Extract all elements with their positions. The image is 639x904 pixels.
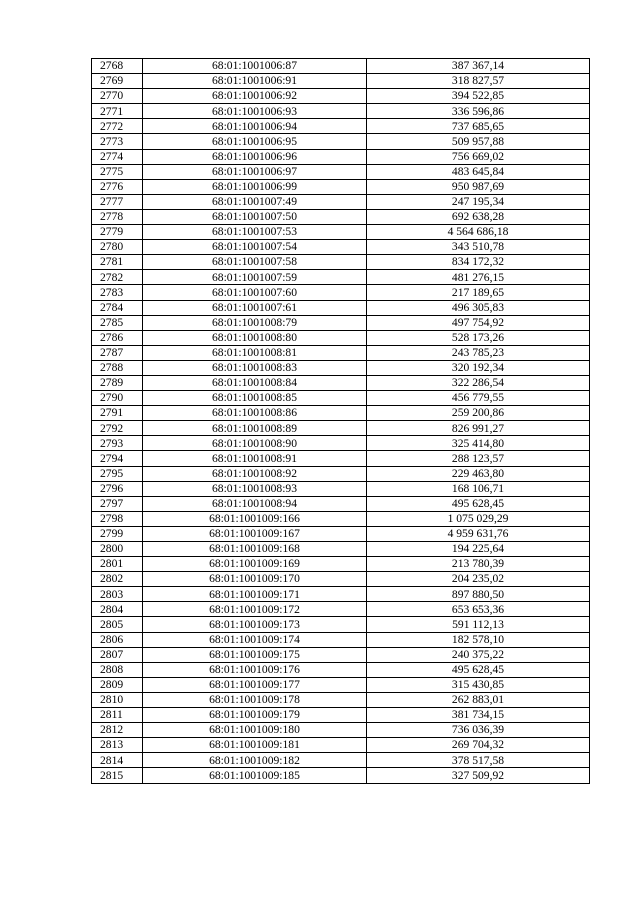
cadastral-value-cell: 168 106,71 bbox=[367, 481, 590, 496]
cadastral-value-cell: 318 827,57 bbox=[367, 74, 590, 89]
table-row bbox=[92, 225, 590, 240]
table-row bbox=[92, 542, 590, 557]
cadastral-value-cell: 259 200,86 bbox=[367, 406, 590, 421]
table-row bbox=[92, 723, 590, 738]
cadastral-value-cell: 483 645,84 bbox=[367, 164, 590, 179]
cadastral-value-cell: 834 172,32 bbox=[367, 255, 590, 270]
table-row bbox=[92, 557, 590, 572]
cadastral-value-cell: 194 225,64 bbox=[367, 542, 590, 557]
cadastral-value-cell: 322 286,54 bbox=[367, 375, 590, 390]
table-row bbox=[92, 617, 590, 632]
row-number-cell: 2779 bbox=[92, 225, 143, 240]
cadastral-value-cell: 1 075 029,29 bbox=[367, 511, 590, 526]
table-row bbox=[92, 602, 590, 617]
cadastral-number-cell: 68:01:1001006:96 bbox=[143, 149, 367, 164]
cadastral-value-cell: 756 669,02 bbox=[367, 149, 590, 164]
table-row bbox=[92, 315, 590, 330]
cadastral-number-cell: 68:01:1001009:173 bbox=[143, 617, 367, 632]
cadastral-value-cell: 591 112,13 bbox=[367, 617, 590, 632]
table-row bbox=[92, 526, 590, 541]
table-body bbox=[92, 59, 590, 784]
cadastral-number-cell: 68:01:1001008:92 bbox=[143, 466, 367, 481]
cadastral-number-cell: 68:01:1001009:180 bbox=[143, 723, 367, 738]
cadastral-number-cell: 68:01:1001006:91 bbox=[143, 74, 367, 89]
cadastral-number-cell: 68:01:1001006:92 bbox=[143, 89, 367, 104]
cadastral-number-cell: 68:01:1001008:93 bbox=[143, 481, 367, 496]
row-number-cell: 2768 bbox=[92, 59, 143, 74]
cadastral-value-cell: 325 414,80 bbox=[367, 436, 590, 451]
table-row bbox=[92, 74, 590, 89]
row-number-cell: 2802 bbox=[92, 572, 143, 587]
table-row bbox=[92, 753, 590, 768]
cadastral-value-cell: 378 517,58 bbox=[367, 753, 590, 768]
cadastral-value-cell: 4 564 686,18 bbox=[367, 225, 590, 240]
cadastral-number-cell: 68:01:1001008:84 bbox=[143, 375, 367, 390]
cadastral-number-cell: 68:01:1001006:97 bbox=[143, 164, 367, 179]
table-row bbox=[92, 662, 590, 677]
table-row bbox=[92, 391, 590, 406]
cadastral-number-cell: 68:01:1001009:174 bbox=[143, 632, 367, 647]
row-number-cell: 2797 bbox=[92, 496, 143, 511]
cadastral-value-cell: 481 276,15 bbox=[367, 270, 590, 285]
table-row bbox=[92, 451, 590, 466]
table-row bbox=[92, 406, 590, 421]
cadastral-number-cell: 68:01:1001009:177 bbox=[143, 677, 367, 692]
row-number-cell: 2775 bbox=[92, 164, 143, 179]
row-number-cell: 2786 bbox=[92, 330, 143, 345]
cadastral-number-cell: 68:01:1001008:90 bbox=[143, 436, 367, 451]
row-number-cell: 2808 bbox=[92, 662, 143, 677]
cadastral-value-cell: 528 173,26 bbox=[367, 330, 590, 345]
row-number-cell: 2801 bbox=[92, 557, 143, 572]
cadastral-number-cell: 68:01:1001009:168 bbox=[143, 542, 367, 557]
cadastral-number-cell: 68:01:1001009:172 bbox=[143, 602, 367, 617]
cadastral-number-cell: 68:01:1001008:85 bbox=[143, 391, 367, 406]
row-number-cell: 2770 bbox=[92, 89, 143, 104]
cadastral-value-cell: 240 375,22 bbox=[367, 647, 590, 662]
table-row bbox=[92, 330, 590, 345]
cadastral-value-cell: 950 987,69 bbox=[367, 179, 590, 194]
table-row bbox=[92, 481, 590, 496]
table-row bbox=[92, 285, 590, 300]
cadastral-value-cell: 327 509,92 bbox=[367, 768, 590, 783]
table-row bbox=[92, 632, 590, 647]
row-number-cell: 2787 bbox=[92, 345, 143, 360]
row-number-cell: 2777 bbox=[92, 194, 143, 209]
cadastral-value-cell: 288 123,57 bbox=[367, 451, 590, 466]
cadastral-value-cell: 826 991,27 bbox=[367, 421, 590, 436]
cadastral-value-cell: 381 734,15 bbox=[367, 708, 590, 723]
cadastral-number-cell: 68:01:1001007:49 bbox=[143, 194, 367, 209]
table-row bbox=[92, 692, 590, 707]
cadastral-value-cell: 243 785,23 bbox=[367, 345, 590, 360]
row-number-cell: 2812 bbox=[92, 723, 143, 738]
cadastral-number-cell: 68:01:1001008:89 bbox=[143, 421, 367, 436]
row-number-cell: 2796 bbox=[92, 481, 143, 496]
cadastral-number-cell: 68:01:1001009:169 bbox=[143, 557, 367, 572]
row-number-cell: 2805 bbox=[92, 617, 143, 632]
table-row bbox=[92, 134, 590, 149]
cadastral-value-cell: 262 883,01 bbox=[367, 692, 590, 707]
cadastral-number-cell: 68:01:1001007:58 bbox=[143, 255, 367, 270]
row-number-cell: 2809 bbox=[92, 677, 143, 692]
cadastral-value-cell: 229 463,80 bbox=[367, 466, 590, 481]
cadastral-number-cell: 68:01:1001007:53 bbox=[143, 225, 367, 240]
row-number-cell: 2792 bbox=[92, 421, 143, 436]
row-number-cell: 2774 bbox=[92, 149, 143, 164]
cadastral-value-cell: 736 036,39 bbox=[367, 723, 590, 738]
table-row bbox=[92, 587, 590, 602]
cadastral-number-cell: 68:01:1001006:87 bbox=[143, 59, 367, 74]
row-number-cell: 2788 bbox=[92, 360, 143, 375]
table-row bbox=[92, 647, 590, 662]
row-number-cell: 2776 bbox=[92, 179, 143, 194]
cadastral-value-cell: 247 195,34 bbox=[367, 194, 590, 209]
row-number-cell: 2794 bbox=[92, 451, 143, 466]
table-row bbox=[92, 375, 590, 390]
cadastral-number-cell: 68:01:1001008:81 bbox=[143, 345, 367, 360]
table-row bbox=[92, 345, 590, 360]
cadastral-number-cell: 68:01:1001007:61 bbox=[143, 300, 367, 315]
table-row bbox=[92, 164, 590, 179]
cadastral-number-cell: 68:01:1001008:86 bbox=[143, 406, 367, 421]
cadastral-number-cell: 68:01:1001008:83 bbox=[143, 360, 367, 375]
row-number-cell: 2795 bbox=[92, 466, 143, 481]
cadastral-number-cell: 68:01:1001009:166 bbox=[143, 511, 367, 526]
table-row bbox=[92, 59, 590, 74]
cadastral-number-cell: 68:01:1001007:60 bbox=[143, 285, 367, 300]
cadastral-number-cell: 68:01:1001008:91 bbox=[143, 451, 367, 466]
cadastral-number-cell: 68:01:1001009:167 bbox=[143, 526, 367, 541]
row-number-cell: 2771 bbox=[92, 104, 143, 119]
table-row bbox=[92, 677, 590, 692]
table-row bbox=[92, 179, 590, 194]
table-row bbox=[92, 149, 590, 164]
table-row bbox=[92, 209, 590, 224]
cadastral-value-cell: 456 779,55 bbox=[367, 391, 590, 406]
cadastral-value-cell: 269 704,32 bbox=[367, 738, 590, 753]
cadastral-value-cell: 509 957,88 bbox=[367, 134, 590, 149]
cadastral-value-cell: 653 653,36 bbox=[367, 602, 590, 617]
table-row bbox=[92, 119, 590, 134]
row-number-cell: 2778 bbox=[92, 209, 143, 224]
row-number-cell: 2814 bbox=[92, 753, 143, 768]
cadastral-value-cell: 496 305,83 bbox=[367, 300, 590, 315]
table-row bbox=[92, 270, 590, 285]
table-row bbox=[92, 466, 590, 481]
cadastral-value-cell: 320 192,34 bbox=[367, 360, 590, 375]
row-number-cell: 2800 bbox=[92, 542, 143, 557]
cadastral-number-cell: 68:01:1001007:50 bbox=[143, 209, 367, 224]
table-row bbox=[92, 421, 590, 436]
row-number-cell: 2815 bbox=[92, 768, 143, 783]
table-row bbox=[92, 360, 590, 375]
cadastral-value-cell: 897 880,50 bbox=[367, 587, 590, 602]
row-number-cell: 2782 bbox=[92, 270, 143, 285]
cadastral-number-cell: 68:01:1001008:79 bbox=[143, 315, 367, 330]
row-number-cell: 2784 bbox=[92, 300, 143, 315]
cadastral-value-cell: 495 628,45 bbox=[367, 496, 590, 511]
cadastral-number-cell: 68:01:1001009:175 bbox=[143, 647, 367, 662]
cadastral-value-cell: 394 522,85 bbox=[367, 89, 590, 104]
row-number-cell: 2798 bbox=[92, 511, 143, 526]
cadastral-number-cell: 68:01:1001006:94 bbox=[143, 119, 367, 134]
cadastral-value-cell: 213 780,39 bbox=[367, 557, 590, 572]
row-number-cell: 2789 bbox=[92, 375, 143, 390]
cadastral-number-cell: 68:01:1001006:93 bbox=[143, 104, 367, 119]
row-number-cell: 2799 bbox=[92, 526, 143, 541]
cadastral-value-cell: 217 189,65 bbox=[367, 285, 590, 300]
cadastral-value-cell: 343 510,78 bbox=[367, 240, 590, 255]
table-row bbox=[92, 255, 590, 270]
cadastral-value-table bbox=[91, 58, 590, 784]
cadastral-number-cell: 68:01:1001008:80 bbox=[143, 330, 367, 345]
cadastral-number-cell: 68:01:1001009:176 bbox=[143, 662, 367, 677]
cadastral-number-cell: 68:01:1001009:179 bbox=[143, 708, 367, 723]
cadastral-number-cell: 68:01:1001006:99 bbox=[143, 179, 367, 194]
table-row bbox=[92, 240, 590, 255]
table-row bbox=[92, 511, 590, 526]
row-number-cell: 2772 bbox=[92, 119, 143, 134]
cadastral-number-cell: 68:01:1001007:59 bbox=[143, 270, 367, 285]
cadastral-number-cell: 68:01:1001009:185 bbox=[143, 768, 367, 783]
table-row bbox=[92, 104, 590, 119]
cadastral-value-cell: 387 367,14 bbox=[367, 59, 590, 74]
row-number-cell: 2811 bbox=[92, 708, 143, 723]
table-row bbox=[92, 436, 590, 451]
table-row bbox=[92, 768, 590, 783]
cadastral-value-cell: 692 638,28 bbox=[367, 209, 590, 224]
row-number-cell: 2773 bbox=[92, 134, 143, 149]
cadastral-value-cell: 737 685,65 bbox=[367, 119, 590, 134]
cadastral-value-cell: 495 628,45 bbox=[367, 662, 590, 677]
cadastral-number-cell: 68:01:1001009:170 bbox=[143, 572, 367, 587]
row-number-cell: 2793 bbox=[92, 436, 143, 451]
row-number-cell: 2803 bbox=[92, 587, 143, 602]
row-number-cell: 2781 bbox=[92, 255, 143, 270]
row-number-cell: 2769 bbox=[92, 74, 143, 89]
cadastral-value-cell: 4 959 631,76 bbox=[367, 526, 590, 541]
table-row bbox=[92, 89, 590, 104]
cadastral-number-cell: 68:01:1001009:181 bbox=[143, 738, 367, 753]
row-number-cell: 2791 bbox=[92, 406, 143, 421]
cadastral-number-cell: 68:01:1001009:178 bbox=[143, 692, 367, 707]
table-row bbox=[92, 738, 590, 753]
row-number-cell: 2790 bbox=[92, 391, 143, 406]
table-row bbox=[92, 300, 590, 315]
row-number-cell: 2785 bbox=[92, 315, 143, 330]
cadastral-value-cell: 497 754,92 bbox=[367, 315, 590, 330]
cadastral-value-cell: 204 235,02 bbox=[367, 572, 590, 587]
row-number-cell: 2783 bbox=[92, 285, 143, 300]
cadastral-number-cell: 68:01:1001009:182 bbox=[143, 753, 367, 768]
row-number-cell: 2806 bbox=[92, 632, 143, 647]
cadastral-value-cell: 336 596,86 bbox=[367, 104, 590, 119]
row-number-cell: 2813 bbox=[92, 738, 143, 753]
cadastral-value-cell: 315 430,85 bbox=[367, 677, 590, 692]
cadastral-value-cell: 182 578,10 bbox=[367, 632, 590, 647]
table-row bbox=[92, 496, 590, 511]
cadastral-number-cell: 68:01:1001006:95 bbox=[143, 134, 367, 149]
row-number-cell: 2810 bbox=[92, 692, 143, 707]
table-row bbox=[92, 194, 590, 209]
row-number-cell: 2807 bbox=[92, 647, 143, 662]
row-number-cell: 2804 bbox=[92, 602, 143, 617]
table-row bbox=[92, 708, 590, 723]
cadastral-number-cell: 68:01:1001007:54 bbox=[143, 240, 367, 255]
cadastral-number-cell: 68:01:1001008:94 bbox=[143, 496, 367, 511]
row-number-cell: 2780 bbox=[92, 240, 143, 255]
cadastral-number-cell: 68:01:1001009:171 bbox=[143, 587, 367, 602]
table-row bbox=[92, 572, 590, 587]
